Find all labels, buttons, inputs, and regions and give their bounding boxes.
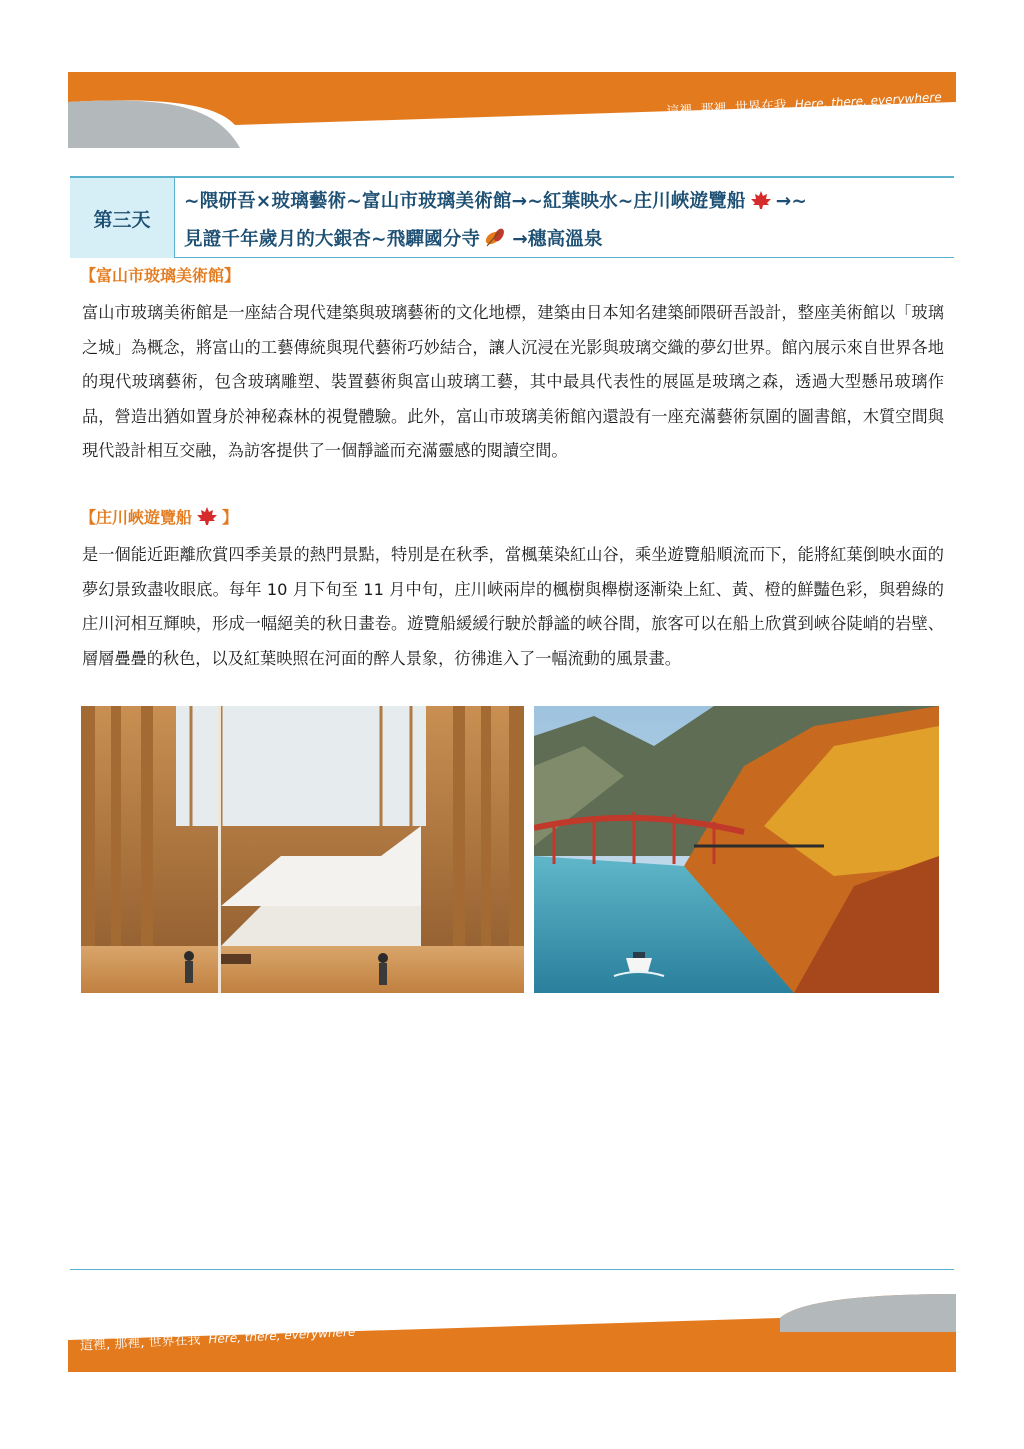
maple-leaf-icon — [196, 506, 218, 530]
photo-shogawa-gorge — [534, 706, 939, 993]
footer-tagline-en: Here, there, everywhere — [208, 1324, 356, 1347]
footer-divider — [70, 1269, 954, 1270]
footer-banner — [0, 1280, 1024, 1449]
section-body-shogawa-cruise: 是一個能近距離欣賞四季美景的熱門景點，特別是在秋季，當楓葉染紅山谷，乘坐遊覽船順流而下，能將紅葉倒映水面的夢幻景致盡收眼底。每年 10 月下旬至 11 月中旬，庄川峽兩岸的楓樹與櫸樹逐漸染上紅、黃、橙的鮮豔色彩，與碧綠的庄川河相互輝映，形成一幅絕美的秋日畫卷。遊覽船緩緩行駛於靜謐的峽谷間，旅客可以在船上欣賞到峽谷陡峭的岩壁、層層疊疊的秋色，以及紅葉映照在河面的醉人景象，彷彿進入了一幅流動的風景畫。 — [82, 545, 944, 668]
day-title-part1: ~隈研吾×玻璃藝術~富山市玻璃美術館→~紅葉映水~庄川峽遊覽船 — [184, 191, 746, 212]
day-title — [184, 184, 954, 260]
header-banner — [0, 0, 1024, 160]
header-tagline-zh: 這裡, 那裡, 世界在我 — [666, 98, 788, 120]
autumn-leaves-icon — [484, 225, 508, 260]
section-heading-shogawa-close: 】 — [222, 508, 239, 527]
section-heading-shogawa-cruise — [80, 505, 238, 530]
header-tagline-en: Here, there, everywhere — [794, 90, 943, 112]
day-title-part3: 見證千年歲月的大銀杏~飛驒國分寺 — [184, 229, 481, 250]
footer-tagline-zh: 這裡, 那裡, 世界在我 — [79, 1332, 201, 1354]
photo-glass-museum-interior — [81, 706, 524, 993]
day-label: 第三天 — [70, 178, 175, 258]
section-body-glass-museum: 富山市玻璃美術館是一座結合現代建築與玻璃藝術的文化地標，建築由日本知名建築師隈研吾設計，整座美術館以「玻璃之城」為概念，將富山的工藝傳統與現代藝術巧妙結合，讓人沉浸在光影與玻璃交織的夢幻世界。館內展示來自世界各地的現代玻璃藝術，包含玻璃雕塑、裝置藝術與富山玻璃工藝，其中最具代表性的展區是玻璃之森，透過大型懸吊玻璃作品，營造出猶如置身於神秘森林的視覺體驗。此外，富山市玻璃美術館內還設有一座充滿藝術氛圍的圖書館，木質空間與現代設計相互交融，為訪客提供了一個靜謐而充滿靈感的閱讀空間。 — [82, 303, 944, 460]
maple-leaf-icon — [750, 187, 772, 222]
section-heading-shogawa-open: 【庄川峽遊覽船 — [80, 508, 193, 527]
day-header — [70, 176, 954, 258]
day-title-part2: →~ — [775, 191, 808, 212]
day-title-part4: →穗高溫泉 — [512, 229, 603, 250]
section-heading-glass-museum: 【富山市玻璃美術館】 — [80, 266, 241, 285]
